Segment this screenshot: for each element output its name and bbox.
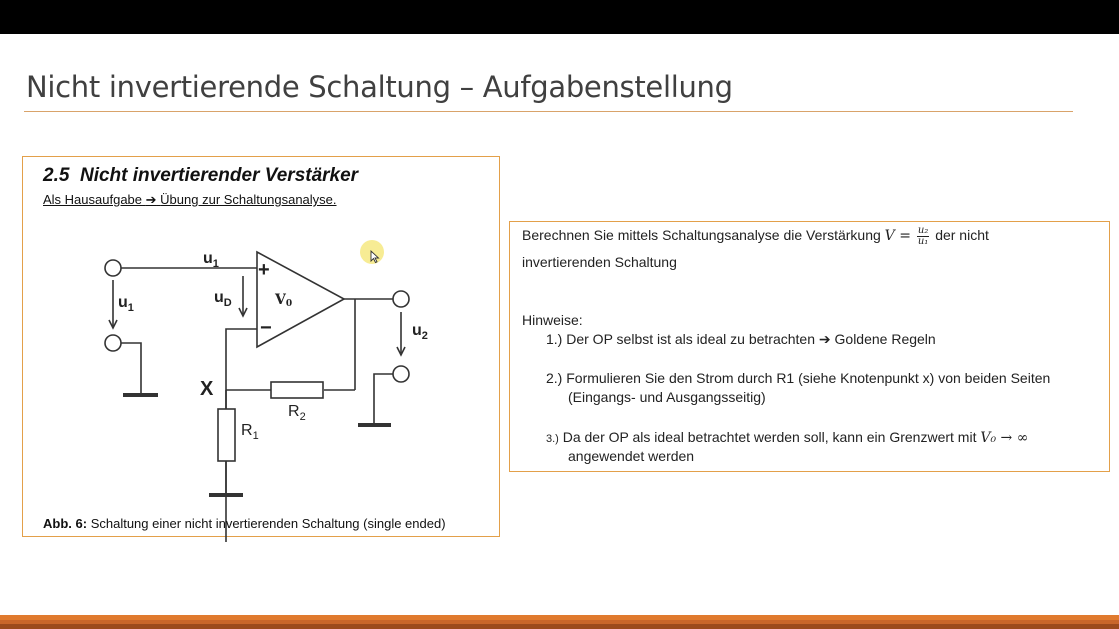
figure-caption <box>43 516 446 531</box>
caption-label: Abb. 6: <box>43 516 88 531</box>
task-suffix: der nicht <box>935 227 989 244</box>
arrow-right-icon: ➔ <box>818 331 831 347</box>
hint-2 <box>546 370 1050 386</box>
input-terminal-bottom <box>105 335 121 351</box>
task-box <box>509 221 1110 472</box>
title-divider <box>24 111 1073 112</box>
resistor-r2 <box>271 382 323 398</box>
task-prefix: Berechnen Sie mittels Schaltungsanalyse die Verstärkung <box>522 227 881 244</box>
label-r1: $R_1$ <box>241 422 259 442</box>
section-title: Nicht invertierender Verstärker <box>79 165 359 186</box>
bottom-accent-bar <box>0 615 1119 629</box>
label-u1-top: $u_1$ <box>203 250 219 270</box>
hint-3-number: 3.) <box>546 433 559 445</box>
task-line-1 <box>522 226 989 247</box>
caption-text: Schaltung einer nicht invertierenden Schaltung (single ended) <box>90 516 446 531</box>
hint-2-number: 2.) <box>546 370 563 386</box>
output-terminal-top <box>393 291 409 307</box>
section-number: 2.5 <box>43 165 70 186</box>
label-u1-left: $u_1$ <box>118 294 134 314</box>
hints-heading: Hinweise: <box>522 312 583 328</box>
formula-lhs: V = <box>884 228 911 245</box>
hint-3-math: V₀ → ∞ <box>980 430 1029 446</box>
hint-2-line-1: Formulieren Sie den Strom durch R1 (siehe Knotenpunkt x) von beiden Seiten <box>566 370 1051 386</box>
hint-3-line-1: Da der OP als ideal betrachtet werden soll, kann ein Grenzwert mit <box>562 429 977 445</box>
label-r2: $R_2$ <box>288 403 306 423</box>
homework-prefix: Als Hausaufgabe <box>43 192 143 207</box>
formula-fraction <box>917 226 929 247</box>
slide-title: Nicht invertierende Schaltung – Aufgabenstellung <box>26 70 733 104</box>
task-line-2: invertierenden Schaltung <box>522 254 677 270</box>
circuit-figure-box <box>22 156 500 537</box>
section-heading <box>43 165 358 187</box>
hint-1-text: Der OP selbst ist als ideal zu betrachten <box>566 331 815 347</box>
label-u2: $u_2$ <box>412 322 428 342</box>
formula-numerator: u₂ <box>917 225 929 236</box>
hint-1-tail: Goldene Regeln <box>834 331 936 347</box>
arrow-right-icon: ➔ <box>145 192 157 207</box>
top-black-bar <box>0 0 1119 34</box>
resistor-r1 <box>218 409 235 461</box>
homework-suffix: Übung zur Schaltungsanalyse. <box>160 192 337 207</box>
hint-2-line-2: (Eingangs- und Ausgangsseitig) <box>568 389 766 405</box>
input-terminal-top <box>105 260 121 276</box>
hint-1-number: 1.) <box>546 331 563 347</box>
mouse-pointer-icon <box>370 250 380 264</box>
hint-3-line-2: angewendet werden <box>568 448 695 464</box>
label-ud: $u_D$ <box>214 289 232 309</box>
label-minus: − <box>260 317 272 339</box>
hint-3 <box>546 429 1028 446</box>
label-v0: V0 <box>275 292 293 309</box>
label-plus: + <box>258 259 270 281</box>
label-x: X <box>200 378 214 400</box>
homework-note <box>43 192 337 208</box>
hint-1 <box>546 331 936 348</box>
formula-denominator: u₁ <box>917 236 929 247</box>
output-terminal-bottom <box>393 366 409 382</box>
circuit-diagram <box>78 232 428 502</box>
